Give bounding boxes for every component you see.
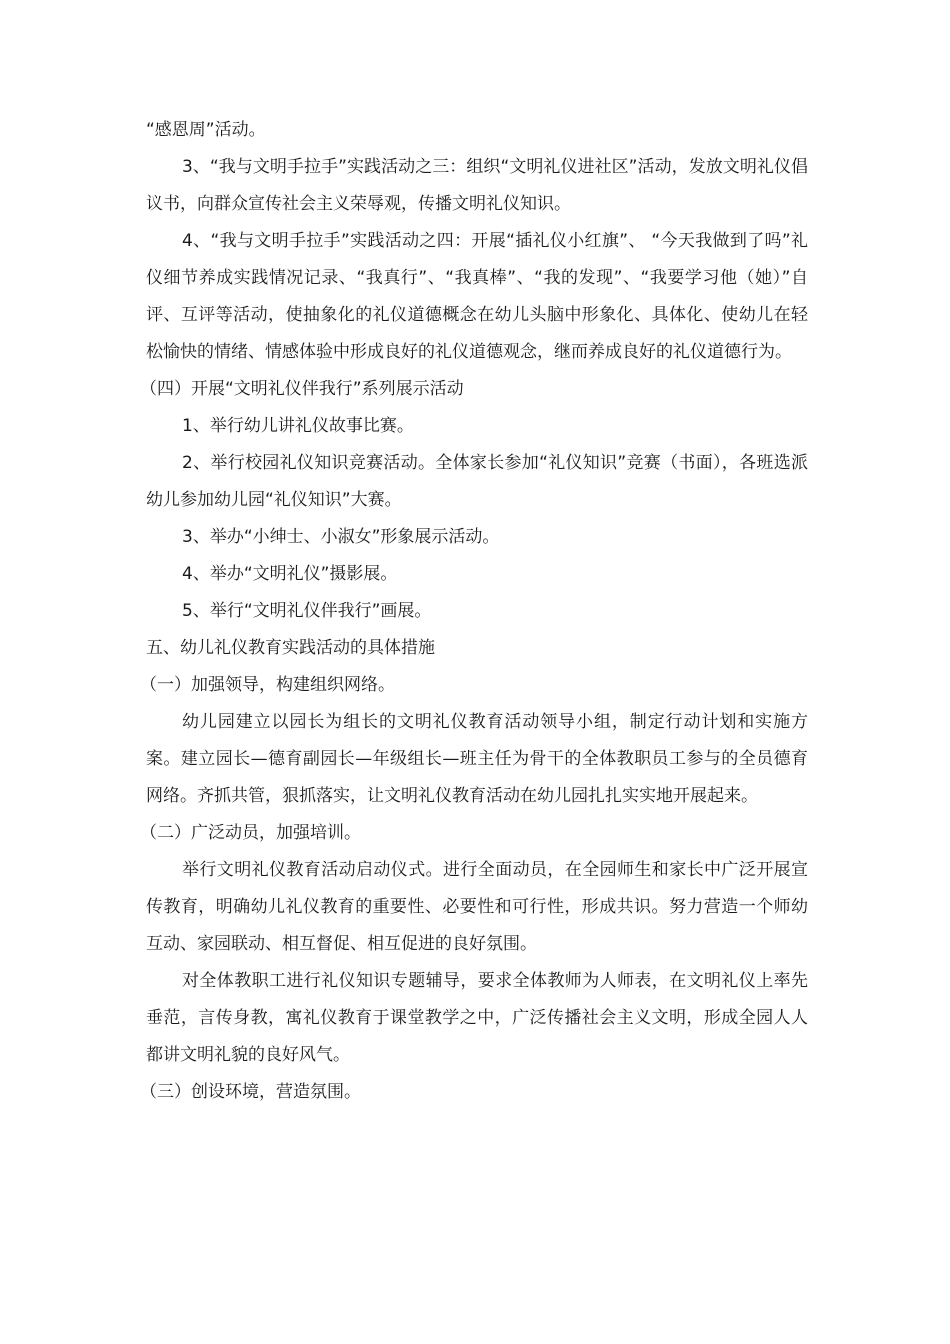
section-heading-4: （四）开展“文明礼仪伴我行”系列展示活动 <box>140 379 464 399</box>
paragraph-continuation: “感恩周”活动。 <box>146 120 266 140</box>
paragraph-item-3: 3、“我与文明手拉手”实践活动之三：组织“文明礼仪进社区”活动，发放文明礼仪倡议书，向群众宣传社会主义荣辱观，传播文明礼仪知识。 <box>146 157 808 214</box>
paragraph-item-4: 4、“我与文明手拉手”实践活动之四：开展“插礼仪小红旗”、 “今天我做到了吗”礼仪细节养成实践情况记录、“我真行”、“我真棒”、“我的发现”、“我要学习他（她）”自评、互评等活动，使抽象化的礼仪道德概念在幼儿头脑中形象化、具体化、使幼儿在轻松愉快的情绪、情感体验中形成良好的礼仪道德观念，继而养成良好的礼仪道德行为。 <box>146 231 808 362</box>
list-item-2: 2、举行校园礼仪知识竞赛活动。全体家长参加“礼仪知识”竞赛（书面），各班选派幼儿参加幼儿园“礼仪知识”大赛。 <box>146 453 808 510</box>
list-item-4: 4、举办“文明礼仪”摄影展。 <box>182 564 398 584</box>
list-item-1: 1、举行幼儿讲礼仪故事比赛。 <box>182 416 414 436</box>
list-item-5: 5、举行“文明礼仪伴我行”画展。 <box>182 601 432 621</box>
section-heading-1: （一）加强领导，构建组织网络。 <box>140 675 395 695</box>
chapter-heading-5: 五、幼儿礼仪教育实践活动的具体措施 <box>146 638 435 658</box>
section-heading-2: （二）广泛动员，加强培训。 <box>140 823 361 843</box>
body-paragraph-mobilize: 举行文明礼仪教育活动启动仪式。进行全面动员，在全园师生和家长中广泛开展宣传教育，明确幼儿礼仪教育的重要性、必要性和可行性，形成共识。努力营造一个师幼互动、家园联动、相互督促、相互促进的良好氛围。 <box>146 860 808 954</box>
body-paragraph-leadership: 幼儿园建立以园长为组长的文明礼仪教育活动领导小组，制定行动计划和实施方案。建立园长—德育副园长—年级组长—班主任为骨干的全体教职员工参与的全员德育网络。齐抓共管，狠抓落实，让文明礼仪教育活动在幼儿园扎扎实实地开展起来。 <box>146 712 808 806</box>
list-item-3: 3、举办“小绅士、小淑女”形象展示活动。 <box>182 527 500 547</box>
document-body <box>140 112 808 1111</box>
section-heading-3: （三）创设环境，营造氛围。 <box>140 1082 361 1102</box>
body-paragraph-training: 对全体教职工进行礼仪知识专题辅导，要求全体教师为人师表，在文明礼仪上率先垂范，言传身教，寓礼仪教育于课堂教学之中，广泛传播社会主义文明，形成全园人人都讲文明礼貌的良好风气。 <box>146 971 808 1065</box>
